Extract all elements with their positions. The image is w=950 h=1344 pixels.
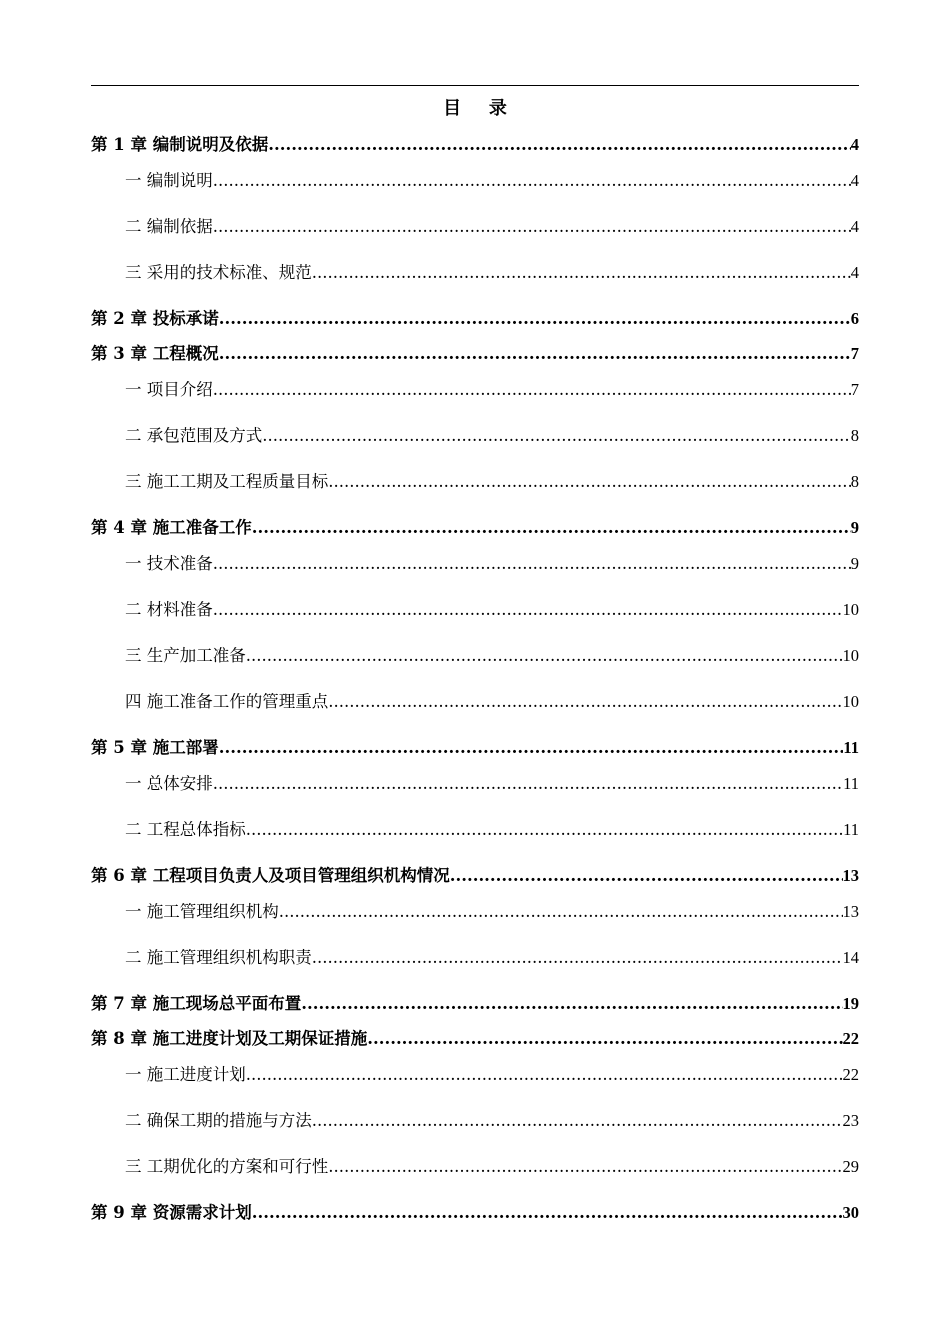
toc-page-number: 13 [842,866,859,885]
toc-entry-label: 第 8 章 施工进度计划及工期保证措施 [91,1029,368,1048]
toc-page-number: 4 [850,263,859,282]
dot-leader [328,691,842,713]
toc-entry-label: 二 材料准备 [125,600,213,619]
toc-entry-label: 第 2 章 投标承诺 [91,309,219,328]
toc-section-5-1[interactable] [125,773,859,795]
toc-section-3-3[interactable] [125,471,859,493]
toc-section-1-3[interactable] [125,262,859,284]
toc-entry-label: 三 生产加工准备 [125,646,246,665]
toc-page-number: 22 [842,1029,859,1048]
toc-entry-label: 第 9 章 资源需求计划 [91,1203,252,1222]
toc-page-number: 4 [850,217,859,236]
toc-page-number: 10 [842,692,859,711]
toc-page-number: 29 [842,1157,859,1176]
toc-chapter-1[interactable] [91,134,859,156]
toc-chapter-7[interactable] [91,993,859,1015]
toc-section-4-1[interactable] [125,553,859,575]
dot-leader [252,1202,843,1224]
toc-page-number: 23 [842,1111,859,1130]
toc-section-3-2[interactable] [125,425,859,447]
toc-chapter-2[interactable] [91,308,859,330]
toc-page-number: 7 [850,380,859,399]
toc-section-8-3[interactable] [125,1156,859,1178]
toc-section-3-1[interactable] [125,379,859,401]
toc-entry-label: 第 4 章 施工准备工作 [91,518,252,537]
dot-leader [312,947,843,969]
toc-entry-label: 一 编制说明 [125,171,213,190]
dot-leader [252,517,851,539]
toc-page-number: 30 [842,1203,859,1222]
toc-section-4-4[interactable] [125,691,859,713]
dot-leader [219,308,851,330]
toc-entry-label: 第 5 章 施工部署 [91,738,219,757]
toc-page-number: 7 [850,344,859,363]
dot-leader [279,901,843,923]
dot-leader [301,993,842,1015]
toc-entry-label: 三 采用的技术标准、规范 [125,263,312,282]
toc-section-1-1[interactable] [125,170,859,192]
toc-section-5-2[interactable] [125,819,859,841]
dot-leader [450,865,843,887]
toc-chapter-9[interactable] [91,1202,859,1224]
toc-entry-label: 二 工程总体指标 [125,820,246,839]
dot-leader [262,425,851,447]
toc-page-number: 4 [850,171,859,190]
dot-leader [312,262,851,284]
toc-entry-label: 二 编制依据 [125,217,213,236]
toc-page-number: 10 [842,646,859,665]
toc-entry-label: 三 工期优化的方案和可行性 [125,1157,329,1176]
toc-entry-label: 一 施工进度计划 [125,1065,246,1084]
toc-page-number: 11 [843,774,859,793]
dot-leader [213,599,843,621]
toc-entry-label: 一 施工管理组织机构 [125,902,279,921]
dot-leader [219,343,851,365]
dot-leader [246,819,843,841]
toc-entry-label: 三 施工工期及工程质量目标 [125,472,329,491]
toc-entry-label: 第 1 章 编制说明及依据 [91,135,269,154]
toc-page-number: 10 [842,600,859,619]
toc-page-number: 4 [850,135,859,154]
toc-page-number: 11 [843,738,859,757]
dot-leader [328,471,851,493]
dot-leader [312,1110,843,1132]
toc-page-number: 8 [850,426,859,445]
toc-entry-label: 二 承包范围及方式 [125,426,263,445]
toc-entry-label: 第 3 章 工程概况 [91,344,219,363]
toc-entry-label: 四 施工准备工作的管理重点 [125,692,329,711]
toc-section-6-1[interactable] [125,901,859,923]
toc-section-8-2[interactable] [125,1110,859,1132]
toc-section-1-2[interactable] [125,216,859,238]
toc-entry-label: 一 总体安排 [125,774,213,793]
toc-section-8-1[interactable] [125,1064,859,1086]
dot-leader [367,1028,842,1050]
toc-page-number: 11 [843,820,859,839]
dot-leader [246,645,843,667]
toc-entry-label: 一 项目介绍 [125,380,213,399]
dot-leader [213,553,851,575]
toc-page-number: 13 [842,902,859,921]
toc-page-number: 9 [850,554,859,573]
toc-entry-label: 第 7 章 施工现场总平面布置 [91,994,302,1013]
toc-page-number: 8 [850,472,859,491]
toc-section-6-2[interactable] [125,947,859,969]
toc-section-4-2[interactable] [125,599,859,621]
toc-chapter-5[interactable] [91,737,859,759]
toc-section-4-3[interactable] [125,645,859,667]
toc-page-number: 14 [842,948,859,967]
toc-chapter-3[interactable] [91,343,859,365]
toc-chapter-4[interactable] [91,517,859,539]
header-rule [91,85,859,86]
toc-page-number: 19 [842,994,859,1013]
dot-leader [213,379,851,401]
toc-title: 目 录 [443,98,518,119]
toc-page-number: 22 [842,1065,859,1084]
toc-entry-label: 第 6 章 工程项目负责人及项目管理组织机构情况 [91,866,450,885]
dot-leader [213,216,851,238]
toc-page-number: 9 [850,518,859,537]
toc-entry-label: 一 技术准备 [125,554,213,573]
dot-leader [219,737,844,759]
toc-page-number: 6 [850,309,859,328]
dot-leader [213,773,843,795]
toc-chapter-8[interactable] [91,1028,859,1050]
dot-leader [268,134,851,156]
dot-leader [328,1156,842,1178]
dot-leader [213,170,851,192]
toc-chapter-6[interactable] [91,865,859,887]
toc-entry-label: 二 施工管理组织机构职责 [125,948,312,967]
toc-entry-label: 二 确保工期的措施与方法 [125,1111,312,1130]
dot-leader [246,1064,843,1086]
